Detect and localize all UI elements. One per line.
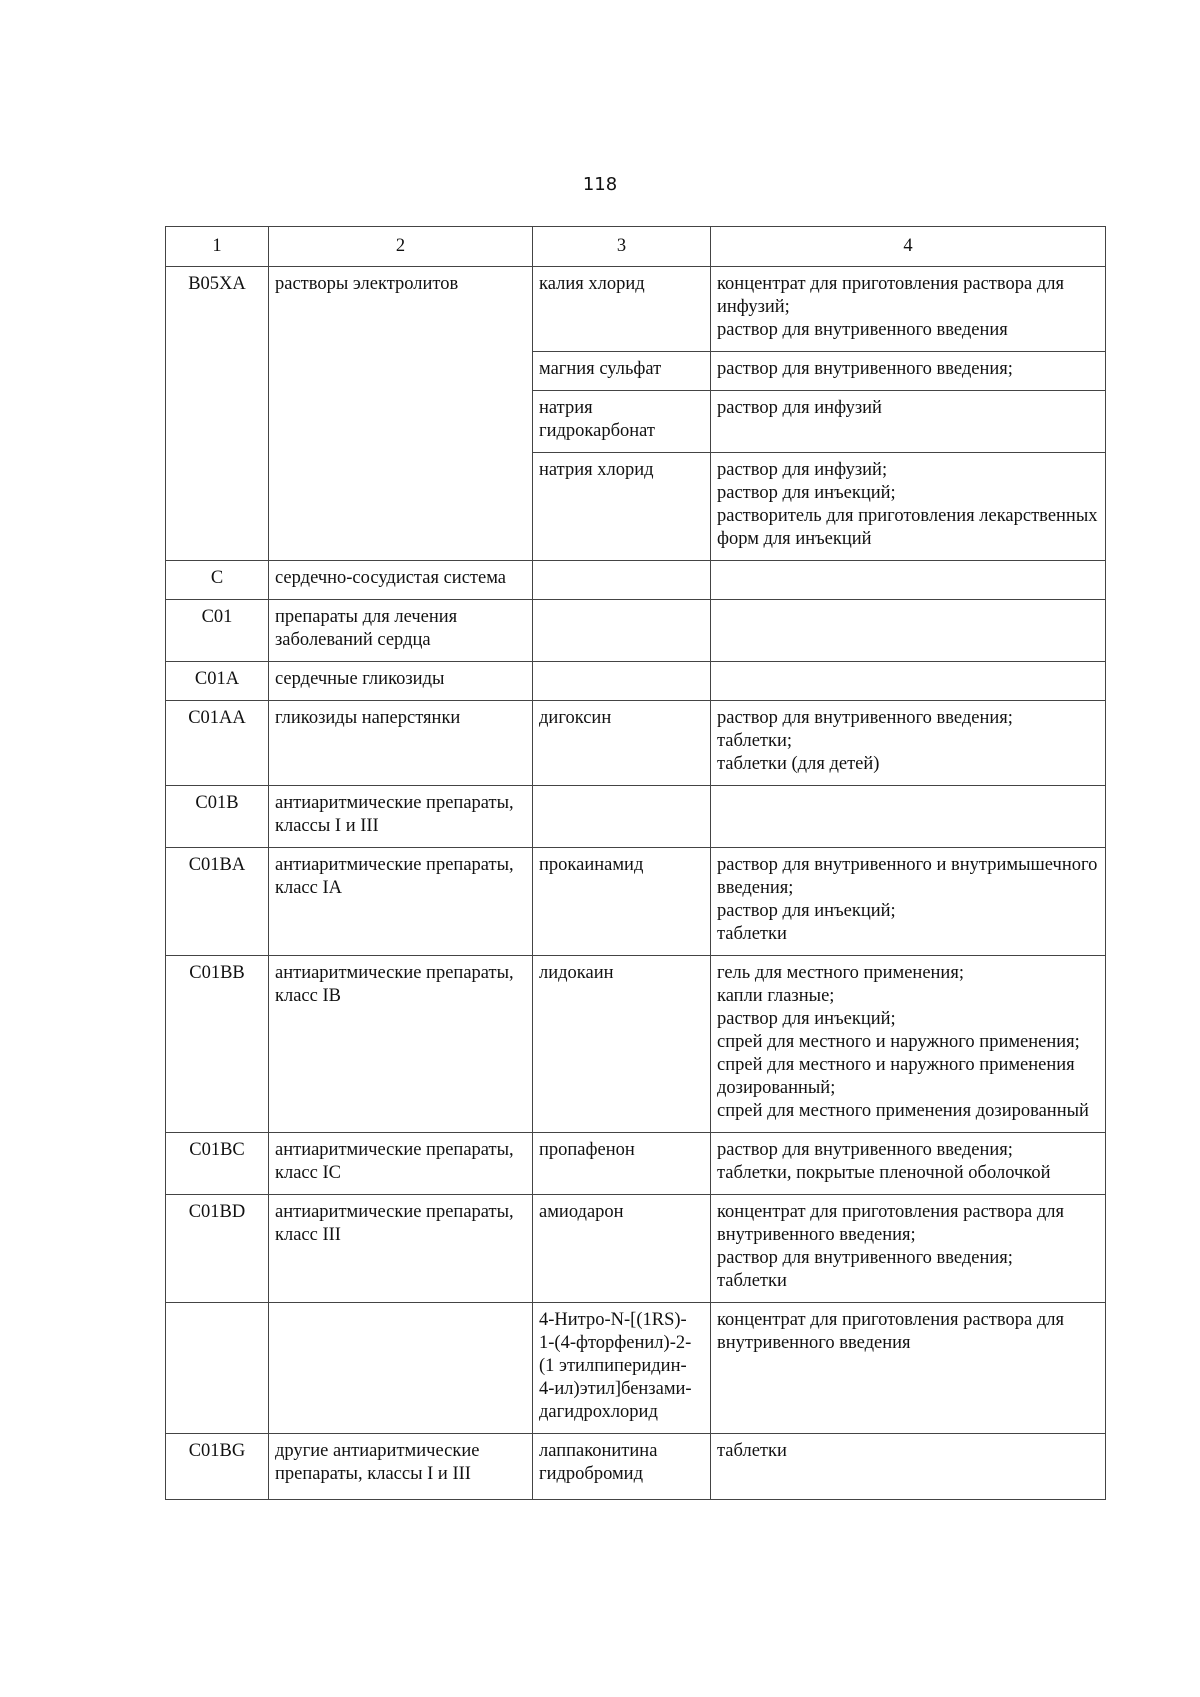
table-row [166, 1133, 1106, 1195]
atc-code-cell: C01 [166, 600, 269, 662]
atc-code-cell: C01BD [166, 1195, 269, 1303]
column-header-3: 3 [533, 227, 711, 267]
dosage-forms-cell: концентрат для приготовления раствора для внутривенного введения; раствор для внутривенного введения; таблетки [711, 1195, 1106, 1303]
column-header-2: 2 [269, 227, 533, 267]
group-cell: препараты для лечения заболеваний сердца [269, 600, 533, 662]
table-row [166, 600, 1106, 662]
dosage-forms-cell [711, 662, 1106, 701]
substance-cell: лидокаин [533, 956, 711, 1133]
table-row [166, 662, 1106, 701]
atc-code-cell: C01BG [166, 1434, 269, 1500]
atc-code-cell: C01BA [166, 848, 269, 956]
group-cell: антиаритмические препараты, класс IC [269, 1133, 533, 1195]
group-cell: антиаритмические препараты, класс III [269, 1195, 533, 1303]
atc-code-cell [166, 1303, 269, 1434]
dosage-forms-cell: гель для местного применения; капли глазные; раствор для инъекций; спрей для местного и наружного применения; спрей для местного и наружного применения дозированный; спрей для местного применения дозированный [711, 956, 1106, 1133]
dosage-forms-cell: раствор для инфузий; раствор для инъекций; растворитель для приготовления лекарственных форм для инъекций [711, 453, 1106, 561]
dosage-forms-cell: раствор для внутривенного и внутримышечного введения; раствор для инъекций; таблетки [711, 848, 1106, 956]
substance-cell: амиодарон [533, 1195, 711, 1303]
table-row [166, 1195, 1106, 1303]
dosage-forms-cell: раствор для инфузий [711, 391, 1106, 453]
table-row [166, 956, 1106, 1133]
dosage-forms-cell: раствор для внутривенного введения; таблетки, покрытые пленочной оболочкой [711, 1133, 1106, 1195]
table-row [166, 561, 1106, 600]
dosage-forms-cell [711, 561, 1106, 600]
group-cell: растворы электролитов [269, 267, 533, 561]
table-row [166, 848, 1106, 956]
substance-cell [533, 786, 711, 848]
group-cell: антиаритмические препараты, класс IB [269, 956, 533, 1133]
table-row [166, 1303, 1106, 1434]
atc-code-cell: C01B [166, 786, 269, 848]
dosage-forms-cell: раствор для внутривенного введения; [711, 352, 1106, 391]
table-header-row [166, 227, 1106, 267]
table-row [166, 1434, 1106, 1500]
dosage-forms-cell: раствор для внутривенного введения; таблетки; таблетки (для детей) [711, 701, 1106, 786]
atc-code-cell: C01BB [166, 956, 269, 1133]
dosage-forms-cell: концентрат для приготовления раствора для инфузий; раствор для внутривенного введения [711, 267, 1106, 352]
atc-code-cell: C [166, 561, 269, 600]
group-cell [269, 1303, 533, 1434]
page-number: 118 [582, 174, 618, 195]
drug-table [165, 226, 1106, 1500]
substance-cell: натрия гидрокарбонат [533, 391, 711, 453]
dosage-forms-cell [711, 786, 1106, 848]
table-row [166, 786, 1106, 848]
dosage-forms-cell: концентрат для приготовления раствора для внутривенного введения [711, 1303, 1106, 1434]
group-cell: антиаритмические препараты, класс IA [269, 848, 533, 956]
substance-cell [533, 600, 711, 662]
column-header-1: 1 [166, 227, 269, 267]
table-row [166, 701, 1106, 786]
substance-cell: 4-Нитро-N-[(1RS)- 1-(4-фторфенил)-2- (1 этилпиперидин- 4-ил)этил]бензами- дагидрохлорид [533, 1303, 711, 1434]
substance-cell: магния сульфат [533, 352, 711, 391]
group-cell: антиаритмические препараты, классы I и III [269, 786, 533, 848]
dosage-forms-cell: таблетки [711, 1434, 1106, 1500]
dosage-forms-cell [711, 600, 1106, 662]
substance-cell [533, 561, 711, 600]
table-row [166, 267, 1106, 352]
atc-code-cell: C01BC [166, 1133, 269, 1195]
substance-cell: прокаинамид [533, 848, 711, 956]
substance-cell: калия хлорид [533, 267, 711, 352]
group-cell: сердечно-сосудистая система [269, 561, 533, 600]
substance-cell: лаппаконитина гидробромид [533, 1434, 711, 1500]
substance-cell: пропафенон [533, 1133, 711, 1195]
group-cell: другие антиаритмические препараты, классы I и III [269, 1434, 533, 1500]
group-cell: сердечные гликозиды [269, 662, 533, 701]
atc-code-cell: C01A [166, 662, 269, 701]
substance-cell: дигоксин [533, 701, 711, 786]
atc-code-cell: B05XA [166, 267, 269, 561]
substance-cell: натрия хлорид [533, 453, 711, 561]
substance-cell [533, 662, 711, 701]
column-header-4: 4 [711, 227, 1106, 267]
group-cell: гликозиды наперстянки [269, 701, 533, 786]
atc-code-cell: C01AA [166, 701, 269, 786]
